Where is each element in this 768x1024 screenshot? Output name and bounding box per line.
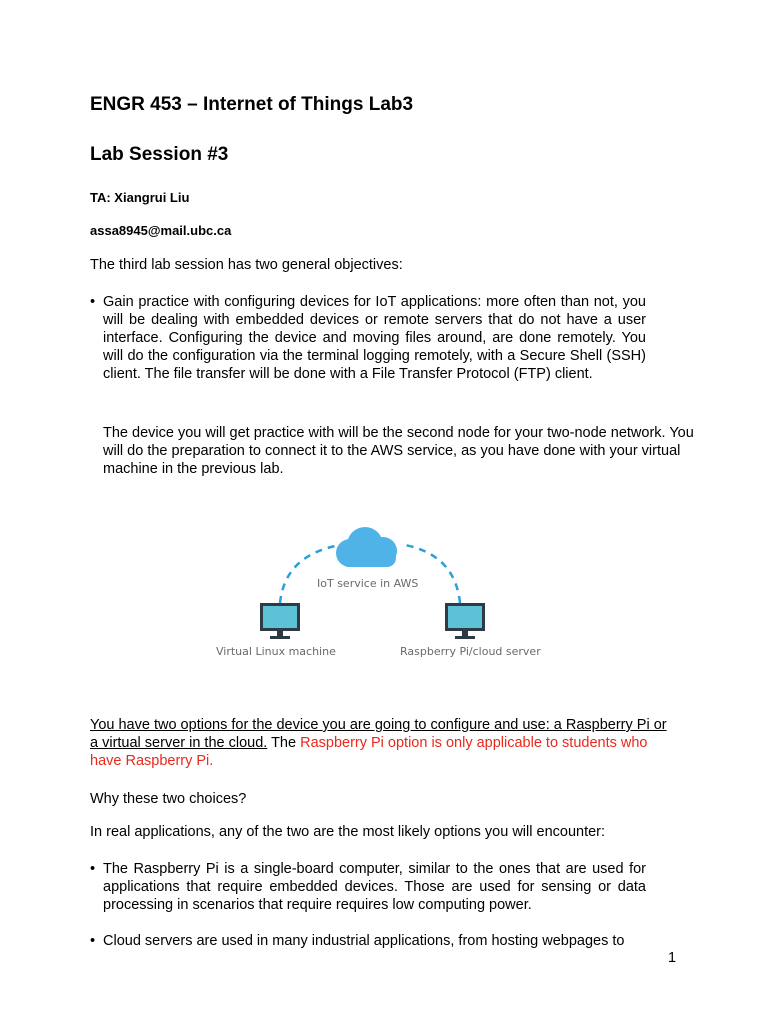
right-device-label: Raspberry Pi/cloud server — [400, 645, 541, 658]
network-diagram — [200, 515, 560, 675]
bullet-cloud-servers — [90, 932, 660, 950]
options-paragraph — [90, 716, 670, 770]
options-plain-text: The — [267, 735, 301, 751]
why-question: Why these two choices? — [90, 791, 247, 807]
bullet-marker: • — [90, 933, 96, 949]
bullet-text: Gain practice with configuring devices for IoT applications: more often than not, you will be dealing with embedded devices or remote servers that do not have a user interface. Configuring the device and moving files around, are done remotely. You will do the configuration via the terminal logging remotely, with a Secure Shell (SSH) client. The file transfer will be done with a File Transfer Protocol (FTP) client. — [103, 294, 646, 382]
options-red-note: Raspberry Pi option is only applicable to students who have Raspberry Pi. — [90, 735, 648, 769]
device-paragraph: The device you will get practice with will be the second node for your two-node network. You will do the preparation to connect it to the AWS service, as you have done with your virtual machine in the previous lab. — [103, 425, 694, 477]
left-device-label: Virtual Linux machine — [216, 645, 336, 658]
ta-name: TA: Xiangrui Liu — [90, 190, 190, 205]
bullet-text: Cloud servers are used in many industrial applications, from hosting webpages to — [103, 933, 625, 949]
left-connection-line — [280, 545, 340, 603]
session-heading: Lab Session #3 — [90, 144, 229, 165]
bullet-marker: • — [90, 861, 96, 877]
right-monitor-icon — [445, 603, 485, 639]
cloud-label: IoT service in AWS — [317, 577, 419, 590]
options-underlined-text: You have two options for the device you are going to configure and use: a Raspberry Pi or a virtual server in the cloud. — [90, 717, 667, 751]
page-number: 1 — [668, 950, 677, 966]
bullet-raspberry-pi — [90, 860, 646, 914]
ta-email[interactable]: assa8945@mail.ubc.ca — [90, 223, 232, 238]
document-title: ENGR 453 – Internet of Things Lab3 — [90, 94, 414, 115]
bullet-text: The Raspberry Pi is a single-board computer, similar to the ones that are used for applications that require embedded devices. Those are used for sensing or data processing in scenarios that require requires low computing power. — [103, 861, 646, 913]
right-connection-line — [405, 545, 460, 603]
intro-paragraph: The third lab session has two general objectives: — [90, 257, 403, 273]
bullet-objective-1 — [90, 293, 646, 383]
real-applications-paragraph: In real applications, any of the two are the most likely options you will encounter: — [90, 824, 606, 840]
cloud-icon — [336, 527, 397, 567]
bullet-marker: • — [90, 294, 96, 310]
left-monitor-icon — [260, 603, 300, 639]
